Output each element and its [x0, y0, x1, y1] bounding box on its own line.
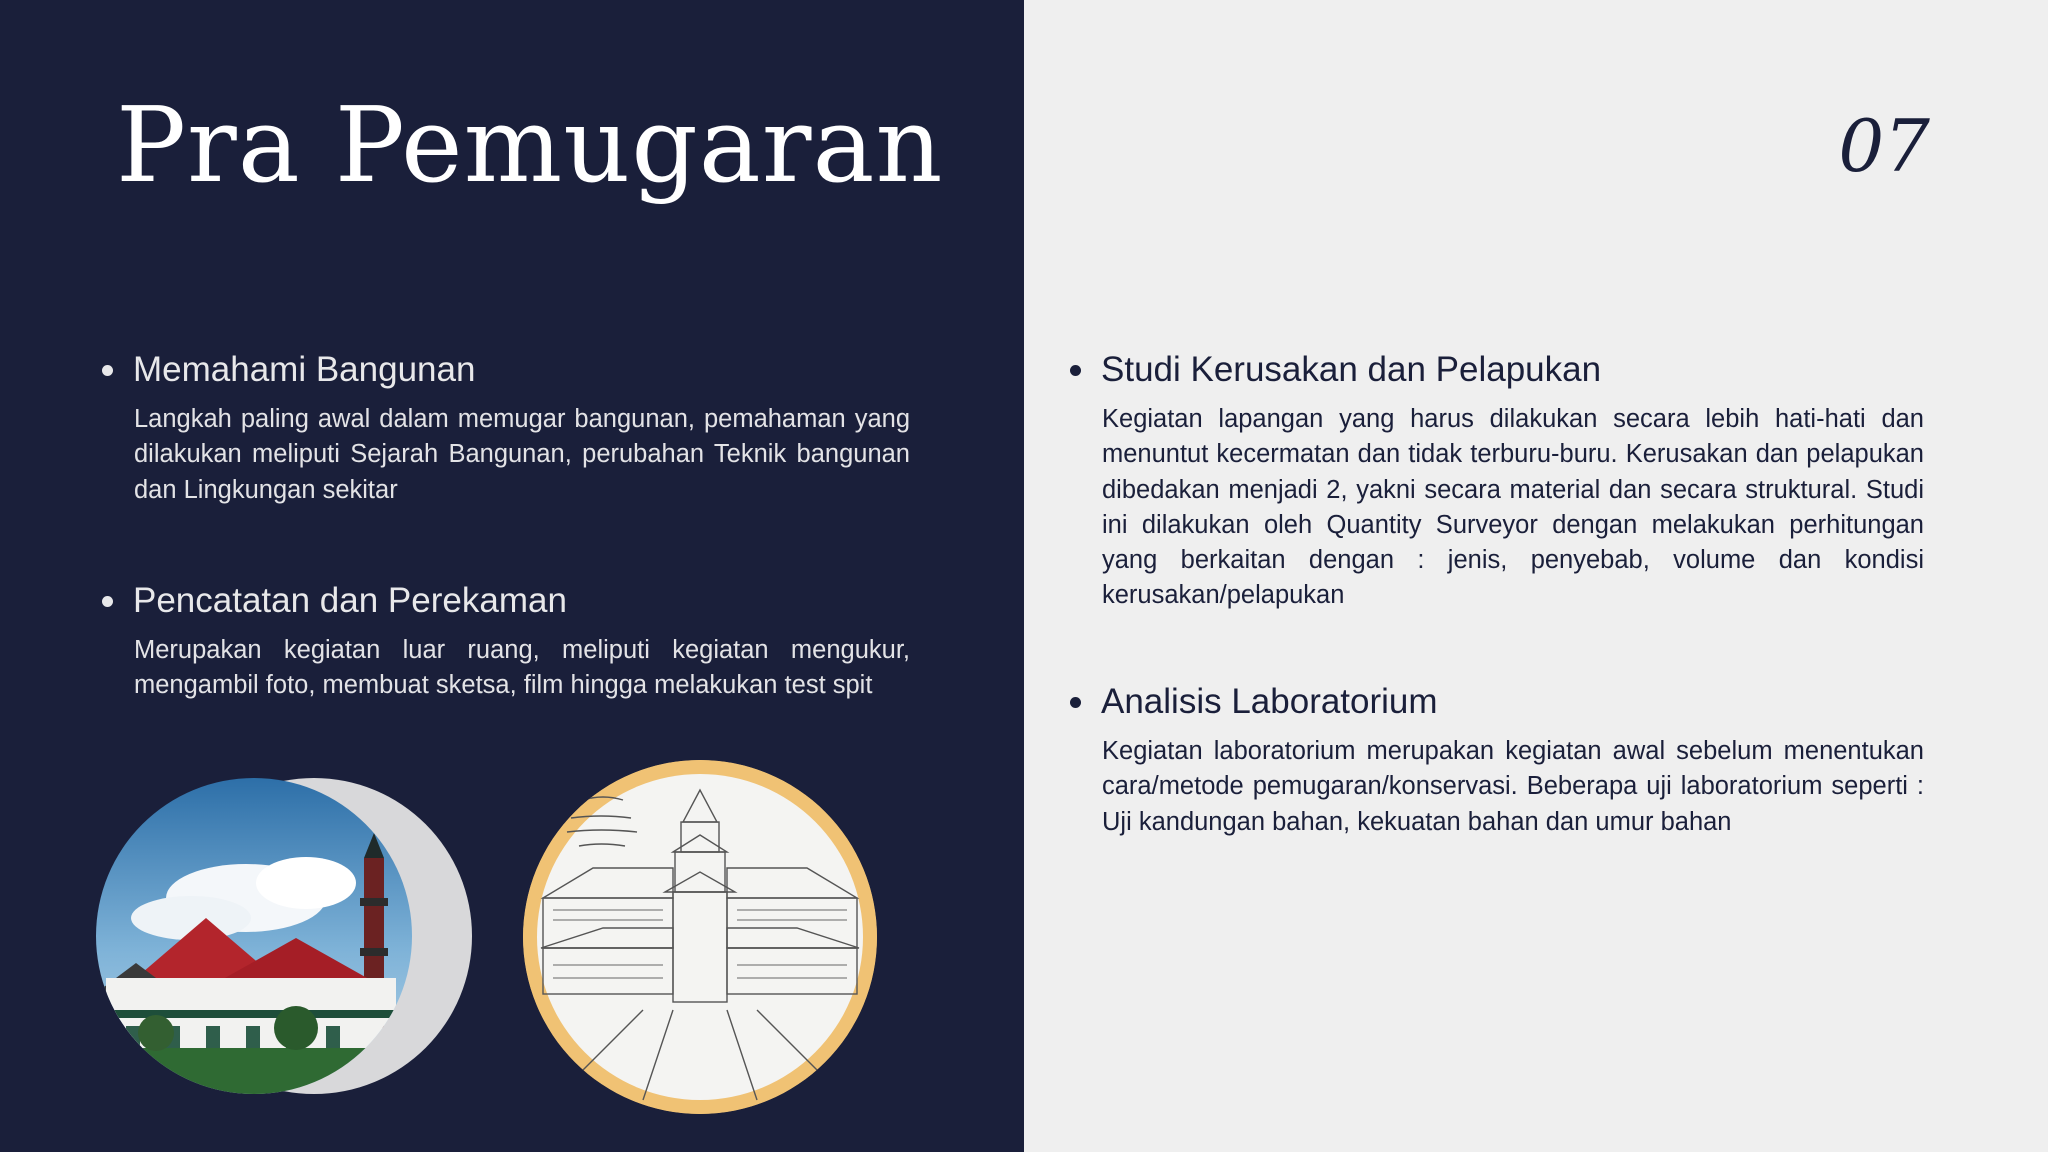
mosque-photo	[96, 778, 412, 1094]
bullet-dot-icon	[102, 365, 113, 376]
section-studi-kerusakan	[1070, 350, 1924, 614]
right-panel	[1024, 0, 2048, 1152]
section-body: Merupakan kegiatan luar ruang, meliputi kegiatan mengukur, mengambil foto, membuat sketsa, film hingga melakukan test spit	[134, 636, 910, 700]
bullet-row	[102, 581, 910, 621]
section-heading: Pencatatan dan Perekaman	[133, 581, 567, 620]
section-body: Kegiatan lapangan yang harus dilakukan secara lebih hati-hati dan menuntut kecermatan dan tidak terburu-buru. Kerusakan dan pelapukan dibedakan menjadi 2, yakni secara material dan secara struktural. Studi ini dilakukan oleh Quantity Surveyor dengan melakukan perhitungan yang berkaitan dengan : jenis, penyebab, volume dan kondisi kerusakan/pelapukan	[1102, 405, 1924, 610]
section-body: Kegiatan laboratorium merupakan kegiatan awal sebelum menentukan cara/metode pemugaran/konservasi. Beberapa uji laboratorium seperti : Uji kandungan bahan, kekuatan bahan dan umur bahan	[1102, 737, 1924, 836]
section-analisis-laboratorium	[1070, 682, 1924, 840]
section-pencatatan-perekaman	[102, 581, 910, 704]
bullet-dot-icon	[102, 596, 113, 607]
section-heading: Studi Kerusakan dan Pelapukan	[1101, 350, 1602, 389]
building-sketch	[523, 760, 877, 1114]
bullet-dot-icon	[1070, 697, 1081, 708]
page-number: 07	[1838, 104, 1930, 188]
bullet-dot-icon	[1070, 365, 1081, 376]
section-heading: Memahami Bangunan	[133, 350, 476, 389]
section-memahami-bangunan	[102, 350, 910, 508]
bullet-row	[1070, 350, 1924, 390]
slide-title: Pra Pemugaran	[116, 84, 944, 206]
section-heading: Analisis Laboratorium	[1101, 682, 1438, 721]
section-body: Langkah paling awal dalam memugar bangunan, pemahaman yang dilakukan meliputi Sejarah Bangunan, perubahan Teknik bangunan dan Lingkungan sekitar	[134, 405, 910, 504]
bullet-row	[102, 350, 910, 390]
bullet-row	[1070, 682, 1924, 722]
